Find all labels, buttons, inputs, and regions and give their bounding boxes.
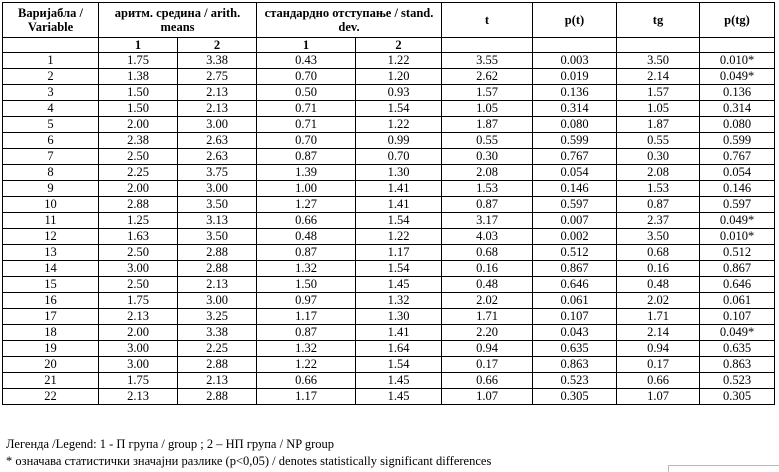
table-row [3,293,775,309]
cell-variable: 10 [3,197,99,213]
cell-mean-group1: 2.38 [99,133,178,149]
table-row [3,85,775,101]
cell-t-value: 0.66 [442,373,533,389]
header-stdev: стандардно отступање / stand. dev. [257,3,442,38]
cell-mean-group1: 1.63 [99,229,178,245]
cell-p-t: 0.863 [533,357,617,373]
cell-mean-group1: 2.88 [99,197,178,213]
cell-stdev-group1: 1.39 [257,165,356,181]
cell-tg-value: 1.57 [617,85,700,101]
cell-tg-value: 3.50 [617,229,700,245]
cell-t-value: 2.08 [442,165,533,181]
cell-p-tg: 0.061 [700,293,775,309]
cell-mean-group2: 2.88 [178,357,257,373]
cell-mean-group2: 3.38 [178,53,257,69]
cell-stdev-group1: 0.50 [257,85,356,101]
cell-mean-group2: 2.13 [178,101,257,117]
cell-p-t: 0.867 [533,261,617,277]
cell-p-tg: 0.136 [700,85,775,101]
cell-variable: 12 [3,229,99,245]
cell-t-value: 1.07 [442,389,533,405]
cell-stdev-group1: 0.43 [257,53,356,69]
cell-variable: 21 [3,373,99,389]
cell-tg-value: 0.30 [617,149,700,165]
cell-tg-value: 1.53 [617,181,700,197]
cell-mean-group1: 1.50 [99,101,178,117]
cell-mean-group2: 2.63 [178,133,257,149]
table-row [3,197,775,213]
cell-mean-group1: 2.50 [99,245,178,261]
cell-t-value: 1.71 [442,309,533,325]
cell-p-tg: 0.010* [700,229,775,245]
cell-mean-group2: 3.00 [178,117,257,133]
cell-stdev-group1: 1.32 [257,341,356,357]
cell-variable: 5 [3,117,99,133]
cell-tg-value: 0.55 [617,133,700,149]
header-tg: tg [617,3,700,38]
cell-stdev-group1: 1.50 [257,277,356,293]
cell-p-tg: 0.107 [700,309,775,325]
cell-stdev-group1: 1.22 [257,357,356,373]
cell-p-tg: 0.523 [700,373,775,389]
cell-stdev-group2: 1.17 [356,245,442,261]
table-row [3,357,775,373]
cell-tg-value: 0.94 [617,341,700,357]
cell-mean-group2: 2.88 [178,389,257,405]
cell-t-value: 0.17 [442,357,533,373]
cell-p-tg: 0.863 [700,357,775,373]
cell-stdev-group1: 0.48 [257,229,356,245]
cell-p-t: 0.080 [533,117,617,133]
cell-p-tg: 0.767 [700,149,775,165]
cell-p-tg: 0.867 [700,261,775,277]
cell-variable: 2 [3,69,99,85]
cell-variable: 7 [3,149,99,165]
cell-mean-group2: 3.25 [178,309,257,325]
cell-stdev-group1: 0.87 [257,325,356,341]
cell-stdev-group2: 1.54 [356,261,442,277]
cell-stdev-group2: 1.30 [356,165,442,181]
cell-t-value: 1.53 [442,181,533,197]
cell-p-tg: 0.080 [700,117,775,133]
cell-variable: 1 [3,53,99,69]
header-ptg: p(tg) [700,3,775,38]
cell-stdev-group2: 1.54 [356,357,442,373]
table-row [3,213,775,229]
cell-variable: 18 [3,325,99,341]
cell-p-t: 0.107 [533,309,617,325]
cell-variable: 20 [3,357,99,373]
cell-mean-group2: 2.63 [178,149,257,165]
cell-p-t: 0.512 [533,245,617,261]
cell-mean-group1: 2.00 [99,117,178,133]
cell-stdev-group2: 1.22 [356,117,442,133]
cell-mean-group2: 2.13 [178,85,257,101]
cell-p-t: 0.523 [533,373,617,389]
cell-tg-value: 2.08 [617,165,700,181]
cell-t-value: 3.17 [442,213,533,229]
cell-tg-value: 0.87 [617,197,700,213]
subheader-empty [617,38,700,53]
cell-p-t: 0.061 [533,293,617,309]
cell-p-tg: 0.054 [700,165,775,181]
cell-p-t: 0.646 [533,277,617,293]
cell-p-tg: 0.646 [700,277,775,293]
table-row [3,389,775,405]
cell-tg-value: 2.37 [617,213,700,229]
cell-tg-value: 0.16 [617,261,700,277]
table-row [3,261,775,277]
cell-mean-group1: 3.00 [99,341,178,357]
cell-t-value: 1.57 [442,85,533,101]
subheader-stdev-group1: 1 [257,38,356,53]
legend-groups: Легенда /Legend: 1 - П група / group ; 2 – НП група / NP group [6,437,335,451]
cell-tg-value: 2.02 [617,293,700,309]
cell-p-t: 0.305 [533,389,617,405]
cell-t-value: 0.55 [442,133,533,149]
cell-mean-group2: 3.38 [178,325,257,341]
cell-stdev-group1: 1.00 [257,181,356,197]
cell-p-t: 0.136 [533,85,617,101]
cell-tg-value: 2.14 [617,69,700,85]
cell-p-t: 0.146 [533,181,617,197]
cell-stdev-group1: 0.70 [257,133,356,149]
cell-variable: 4 [3,101,99,117]
cell-variable: 11 [3,213,99,229]
cell-stdev-group2: 0.93 [356,85,442,101]
table-row [3,229,775,245]
cell-stdev-group1: 0.71 [257,101,356,117]
cell-stdev-group2: 1.54 [356,101,442,117]
cell-p-tg: 0.146 [700,181,775,197]
cell-t-value: 0.94 [442,341,533,357]
cell-variable: 8 [3,165,99,181]
cell-p-tg: 0.049* [700,213,775,229]
table-row [3,325,775,341]
cell-variable: 22 [3,389,99,405]
cell-mean-group2: 3.13 [178,213,257,229]
cell-tg-value: 0.17 [617,357,700,373]
partial-box-edge [668,465,779,472]
cell-variable: 14 [3,261,99,277]
cell-stdev-group2: 0.99 [356,133,442,149]
cell-variable: 3 [3,85,99,101]
cell-stdev-group2: 1.22 [356,229,442,245]
subheader-means-group2: 2 [178,38,257,53]
table-row [3,373,775,389]
cell-mean-group1: 3.00 [99,357,178,373]
subheader-means-group1: 1 [99,38,178,53]
cell-variable: 13 [3,245,99,261]
statistics-table [2,2,775,405]
cell-mean-group1: 1.50 [99,85,178,101]
cell-mean-group2: 3.75 [178,165,257,181]
cell-p-tg: 0.597 [700,197,775,213]
subheader-empty [533,38,617,53]
cell-tg-value: 2.14 [617,325,700,341]
cell-p-tg: 0.305 [700,389,775,405]
cell-tg-value: 0.68 [617,245,700,261]
cell-mean-group1: 2.25 [99,165,178,181]
cell-variable: 15 [3,277,99,293]
cell-t-value: 0.30 [442,149,533,165]
cell-mean-group1: 1.75 [99,293,178,309]
table-row [3,165,775,181]
cell-stdev-group2: 1.30 [356,309,442,325]
cell-stdev-group1: 1.17 [257,389,356,405]
cell-mean-group1: 2.13 [99,389,178,405]
cell-p-t: 0.054 [533,165,617,181]
cell-tg-value: 0.48 [617,277,700,293]
cell-mean-group2: 2.75 [178,69,257,85]
cell-p-t: 0.043 [533,325,617,341]
cell-mean-group2: 3.00 [178,293,257,309]
cell-stdev-group2: 1.45 [356,277,442,293]
cell-stdev-group2: 1.22 [356,53,442,69]
cell-variable: 17 [3,309,99,325]
cell-mean-group1: 1.75 [99,373,178,389]
cell-mean-group1: 3.00 [99,261,178,277]
cell-p-t: 0.599 [533,133,617,149]
cell-tg-value: 1.71 [617,309,700,325]
subheader-empty [442,38,533,53]
cell-p-tg: 0.010* [700,53,775,69]
table-row [3,117,775,133]
header-t: t [442,3,533,38]
cell-variable: 19 [3,341,99,357]
cell-t-value: 0.68 [442,245,533,261]
cell-mean-group1: 2.00 [99,181,178,197]
cell-stdev-group1: 1.17 [257,309,356,325]
cell-t-value: 0.48 [442,277,533,293]
cell-mean-group2: 3.50 [178,229,257,245]
cell-t-value: 1.87 [442,117,533,133]
cell-tg-value: 0.66 [617,373,700,389]
cell-stdev-group2: 1.32 [356,293,442,309]
cell-p-tg: 0.049* [700,325,775,341]
cell-mean-group1: 2.13 [99,309,178,325]
table-row [3,69,775,85]
cell-stdev-group2: 1.54 [356,213,442,229]
cell-p-tg: 0.512 [700,245,775,261]
cell-p-t: 0.314 [533,101,617,117]
header-means: аритм. средина / arith. means [99,3,257,38]
legend-significance-note: * означава статистички значајни разлике (p<0,05) / denotes statistically significant differences [6,454,492,468]
cell-t-value: 2.20 [442,325,533,341]
cell-stdev-group1: 0.87 [257,149,356,165]
cell-variable: 9 [3,181,99,197]
cell-mean-group2: 3.00 [178,181,257,197]
cell-variable: 6 [3,133,99,149]
cell-stdev-group2: 1.45 [356,373,442,389]
table-row [3,309,775,325]
table-row [3,53,775,69]
cell-mean-group1: 2.50 [99,149,178,165]
cell-stdev-group2: 0.70 [356,149,442,165]
cell-stdev-group1: 0.66 [257,373,356,389]
cell-tg-value: 1.07 [617,389,700,405]
cell-p-tg: 0.314 [700,101,775,117]
cell-stdev-group1: 1.32 [257,261,356,277]
cell-stdev-group1: 0.97 [257,293,356,309]
cell-mean-group2: 2.88 [178,245,257,261]
cell-mean-group1: 1.38 [99,69,178,85]
header-variable: Варијабла / Variable [3,3,99,38]
cell-t-value: 0.16 [442,261,533,277]
cell-mean-group2: 2.88 [178,261,257,277]
cell-mean-group2: 3.50 [178,197,257,213]
cell-tg-value: 1.87 [617,117,700,133]
cell-stdev-group2: 1.20 [356,69,442,85]
cell-variable: 16 [3,293,99,309]
cell-stdev-group1: 1.27 [257,197,356,213]
table-row [3,149,775,165]
cell-p-tg: 0.635 [700,341,775,357]
cell-mean-group1: 1.25 [99,213,178,229]
cell-t-value: 2.62 [442,69,533,85]
table-row [3,245,775,261]
cell-stdev-group1: 0.71 [257,117,356,133]
cell-p-t: 0.007 [533,213,617,229]
cell-stdev-group1: 0.70 [257,69,356,85]
cell-mean-group2: 2.13 [178,277,257,293]
cell-mean-group2: 2.13 [178,373,257,389]
cell-stdev-group2: 1.64 [356,341,442,357]
cell-stdev-group2: 1.45 [356,389,442,405]
table-row [3,277,775,293]
cell-t-value: 4.03 [442,229,533,245]
cell-p-tg: 0.599 [700,133,775,149]
cell-t-value: 2.02 [442,293,533,309]
cell-p-t: 0.635 [533,341,617,357]
cell-t-value: 3.55 [442,53,533,69]
cell-tg-value: 1.05 [617,101,700,117]
cell-mean-group1: 1.75 [99,53,178,69]
cell-mean-group1: 2.00 [99,325,178,341]
cell-stdev-group1: 0.87 [257,245,356,261]
cell-stdev-group2: 1.41 [356,181,442,197]
subheader-empty [700,38,775,53]
cell-p-t: 0.597 [533,197,617,213]
cell-p-t: 0.767 [533,149,617,165]
cell-t-value: 0.87 [442,197,533,213]
table-row [3,101,775,117]
cell-p-tg: 0.049* [700,69,775,85]
table-body [3,53,775,405]
cell-tg-value: 3.50 [617,53,700,69]
cell-stdev-group1: 0.66 [257,213,356,229]
table-legend [6,436,491,470]
table-row [3,133,775,149]
table-row [3,341,775,357]
cell-stdev-group2: 1.41 [356,197,442,213]
cell-stdev-group2: 1.41 [356,325,442,341]
cell-mean-group2: 2.25 [178,341,257,357]
cell-mean-group1: 2.50 [99,277,178,293]
cell-p-t: 0.002 [533,229,617,245]
cell-t-value: 1.05 [442,101,533,117]
subheader-stdev-group2: 2 [356,38,442,53]
header-pt: p(t) [533,3,617,38]
cell-p-t: 0.019 [533,69,617,85]
cell-p-t: 0.003 [533,53,617,69]
table-row [3,181,775,197]
subheader-empty [3,38,99,53]
